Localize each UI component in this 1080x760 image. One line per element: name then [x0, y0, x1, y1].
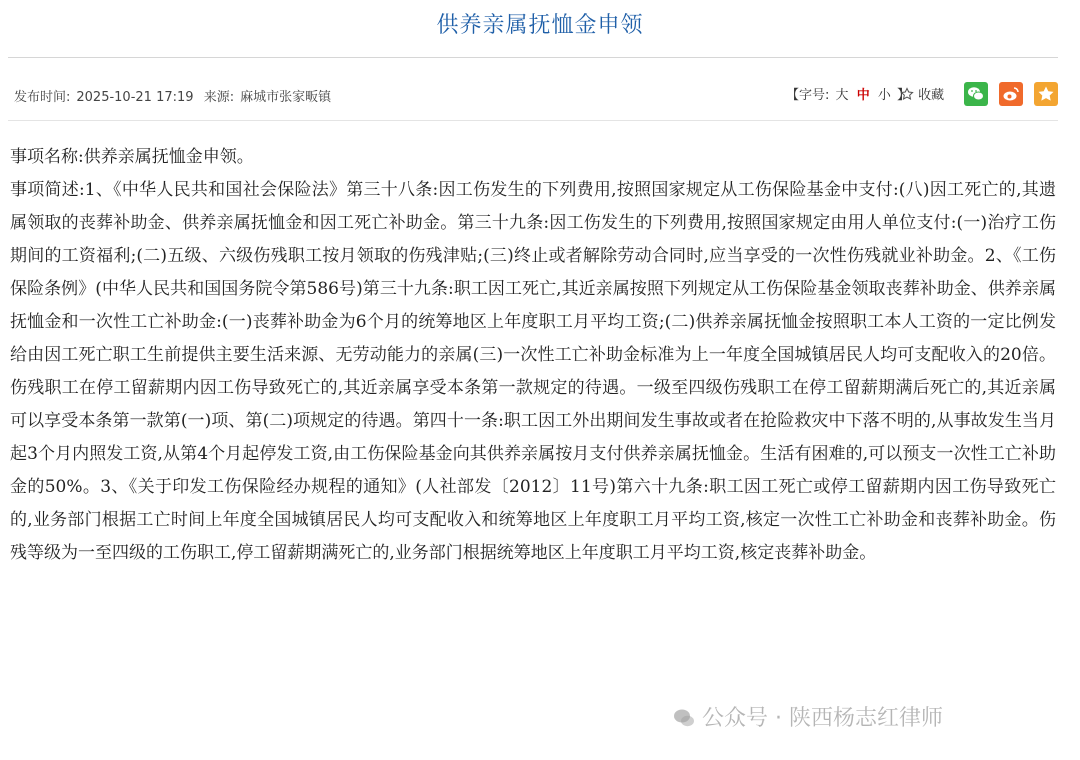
page-title: 供养亲属抚恤金申领: [436, 13, 644, 38]
wechat-icon: [964, 82, 988, 106]
weibo-icon: [999, 82, 1023, 106]
publish-time: 2025-10-21 17:19: [76, 90, 194, 105]
favorite-button[interactable]: [900, 84, 944, 105]
font-medium-button[interactable]: 中: [856, 88, 870, 103]
star-outline-icon: [900, 87, 914, 105]
star-icon: [1034, 82, 1058, 106]
source-name: 麻城市张家畈镇: [240, 90, 332, 105]
font-size-prefix: 【字号:: [786, 88, 830, 103]
publish-label: 发布时间:: [14, 90, 71, 105]
title-divider: [8, 57, 1058, 58]
wechat-watermark-icon: [672, 707, 696, 735]
share-weibo-button[interactable]: [999, 82, 1023, 106]
article-meta: [14, 86, 337, 105]
meta-divider: [8, 120, 1058, 121]
share-favorite-button[interactable]: [1034, 82, 1058, 106]
font-large-button[interactable]: 大: [835, 88, 849, 103]
item-name-paragraph: 事项名称:供养亲属抚恤金申领。: [10, 147, 254, 167]
font-size-control: [786, 84, 910, 103]
font-size-suffix: 】: [897, 88, 911, 103]
watermark-text: 公众号 · 陕西杨志红律师: [702, 706, 943, 731]
favorite-label: 收藏: [918, 88, 945, 103]
share-wechat-button[interactable]: [964, 82, 988, 106]
source-label: 来源:: [203, 90, 235, 105]
item-summary-paragraph: 事项简述:1、《中华人民共和国社会保险法》第三十八条:因工伤发生的下列费用,按照国家规定从工伤保险基金中支付:(八)因工死亡的,其遗属领取的丧葬补助金、供养亲属抚恤金和因工死亡补助金。第三十九条:因工伤发生的下列费用,按照国家规定由用人单位支付:(一)治疗工伤期间的工资福利;(二)五级、六级伤残职工按月领取的伤残津贴;(三)终止或者解除劳动合同时,应当享受的一次性伤残就业补助金。2、《工伤保险条例》(中华人民共和国国务院令第586号)第三十九条:职工因工死亡,其近亲属按照下列规定从工伤保险基金领取丧葬补助金、供养亲属抚恤金和一次性工亡补助金:(一)丧葬补助金为6个月的统筹地区上年度职工月平均工资;(二)供养亲属抚恤金按照职工本人工资的一定比例发给由因工死亡职工生前提供主要生活来源、无劳动能力的亲属(三)一次性工亡补助金标准为上一年度全国城镇居民人均可支配收入的20倍。伤残职工在停工留薪期内因工伤导致死亡的,其近亲属享受本条第一款规定的待遇。一级至四级伤残职工在停工留薪期满后死亡的,其近亲属可以享受本条第一款第(一)项、第(二)项规定的待遇。第四十一条:职工因工外出期间发生事故或者在抢险救灾中下落不明的,从事故发生当月起3个月内照发工资,从第4个月起停发工资,由工伤保险基金向其供养亲属按月支付供养亲属抚恤金。生活有困难的,可以预支一次性工亡补助金的50%。3、《关于印发工伤保险经办规程的通知》(人社部发〔2012〕11号)第六十九条:职工因工死亡或停工留薪期内因工伤导致死亡的,业务部门根据工亡时间上年度全国城镇居民人均可支配收入和统筹地区上年度职工月平均工资,核定一次性工亡补助金和丧葬补助金。伤残等级为一至四级的工伤职工,停工留薪期满死亡的,业务部门根据统筹地区上年度职工月平均工资,核定丧葬补助金。: [10, 180, 1056, 563]
watermark: [672, 701, 943, 735]
font-small-button[interactable]: 小: [877, 88, 891, 103]
article-body: [10, 141, 1056, 570]
